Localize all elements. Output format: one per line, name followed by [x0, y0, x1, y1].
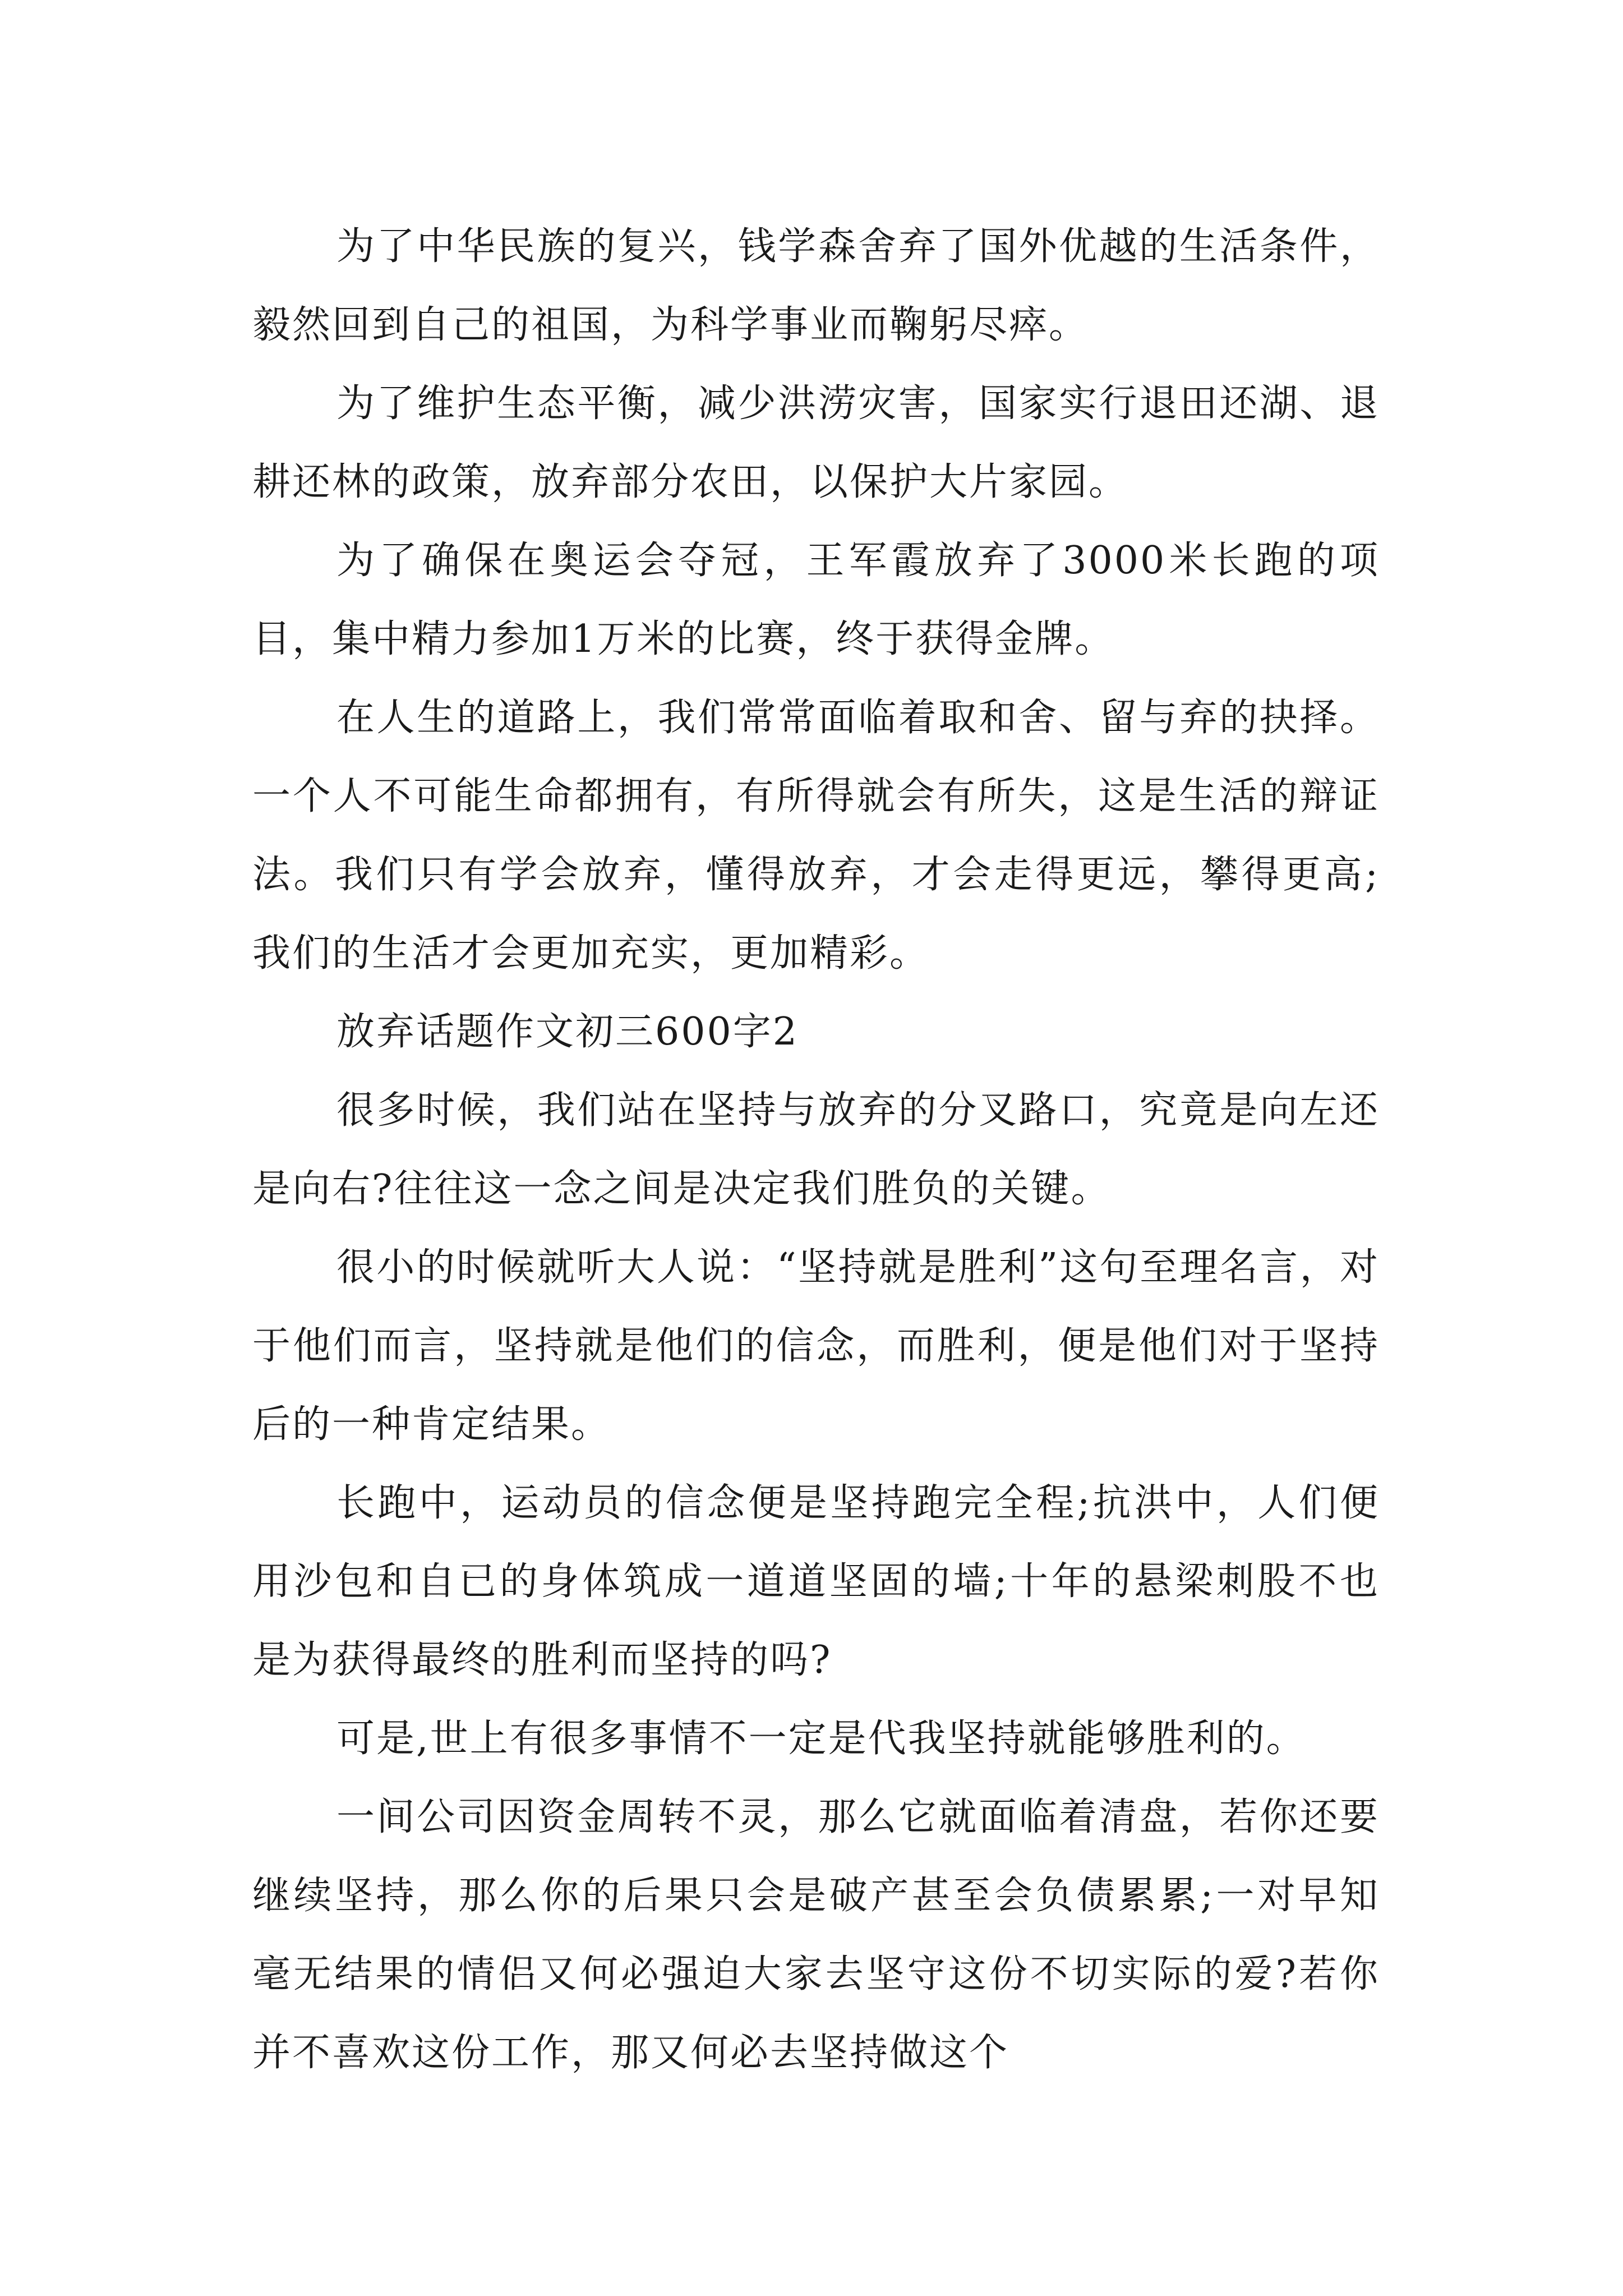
paragraph: 很小的时候就听大人说：“坚持就是胜利”这句至理名言，对于他们而言，坚持就是他们的信念，而胜利，便是他们对于坚持后的一种肯定结果。	[252, 1245, 1380, 1447]
document-page	[252, 208, 1380, 2092]
section-heading: 放弃话题作文初三600字2	[336, 1010, 799, 1054]
paragraph: 一间公司因资金周转不灵，那么它就面临着清盘，若你还要继续坚持，那么你的后果只会是破产甚至会负债累累;一对早知毫无结果的情侣又何必强迫大家去坚守这份不切实际的爱?若你并不喜欢这份工作，那又何必去坚持做这个	[252, 1795, 1380, 2075]
paragraph: 在人生的道路上，我们常常面临着取和舍、留与弃的抉择。一个人不可能生命都拥有，有所得就会有所失，这是生活的辩证法。我们只有学会放弃，懂得放弃，才会走得更远，攀得更高;我们的生活才会更加充实，更加精彩。	[252, 696, 1380, 976]
paragraph: 为了中华民族的复兴，钱学森舍弃了国外优越的生活条件，毅然回到自己的祖国，为科学事业而鞠躬尽瘁。	[252, 224, 1380, 347]
paragraph: 可是,世上有很多事情不一定是代我坚持就能够胜利的。	[336, 1717, 1306, 1761]
paragraph: 为了确保在奥运会夺冠，王军霞放弃了3000米长跑的项目，集中精力参加1万米的比赛，终于获得金牌。	[252, 539, 1380, 661]
paragraph: 长跑中，运动员的信念便是坚持跑完全程;抗洪中，人们便用沙包和自已的身体筑成一道道坚固的墙;十年的悬梁刺股不也是为获得最终的胜利而坚持的吗?	[252, 1481, 1380, 1682]
paragraph: 为了维护生态平衡，减少洪涝灾害，国家实行退田还湖、退耕还林的政策，放弃部分农田，以保护大片家园。	[252, 381, 1380, 504]
paragraph: 很多时候，我们站在坚持与放弃的分叉路口，究竟是向左还是向右?往往这一念之间是决定我们胜负的关键。	[252, 1088, 1380, 1211]
